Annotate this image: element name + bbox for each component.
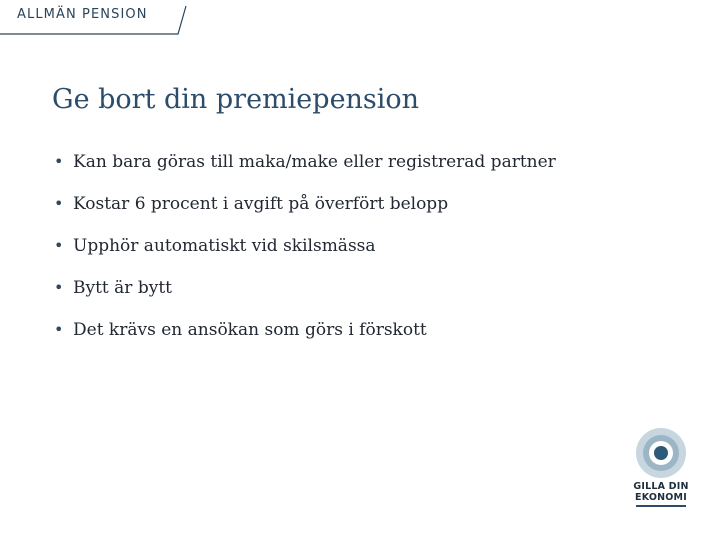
slide-title: Ge bort din premiepension [52,84,420,115]
target-circles-icon [633,426,689,482]
bullet-list [54,151,556,361]
bullet-item [54,319,556,361]
bullet-text: Kan bara göras till maka/make eller registrerad partner [73,152,556,172]
bullet-item [54,193,556,235]
brand-label: ALLMÄN PENSION [17,7,148,22]
bullet-item [54,235,556,277]
bullet-item [54,277,556,319]
bullet-icon: • [54,236,64,255]
bullet-text: Kostar 6 procent i avgift på överfört belopp [73,194,449,214]
logo-underline [636,505,686,507]
bullet-icon: • [54,278,64,297]
bullet-icon: • [54,194,64,213]
gilla-din-ekonomi-logo [633,426,689,510]
bullet-text: Upphör automatiskt vid skilsmässa [73,236,376,256]
logo-text-line2: EKONOMI [635,492,687,503]
logo-text-line1: GILLA DIN [633,481,689,492]
bullet-text: Det krävs en ansökan som görs i förskott [73,320,427,340]
bullet-text: Bytt är bytt [73,278,172,298]
bullet-item [54,151,556,193]
bullet-icon: • [54,152,64,171]
bullet-icon: • [54,320,64,339]
